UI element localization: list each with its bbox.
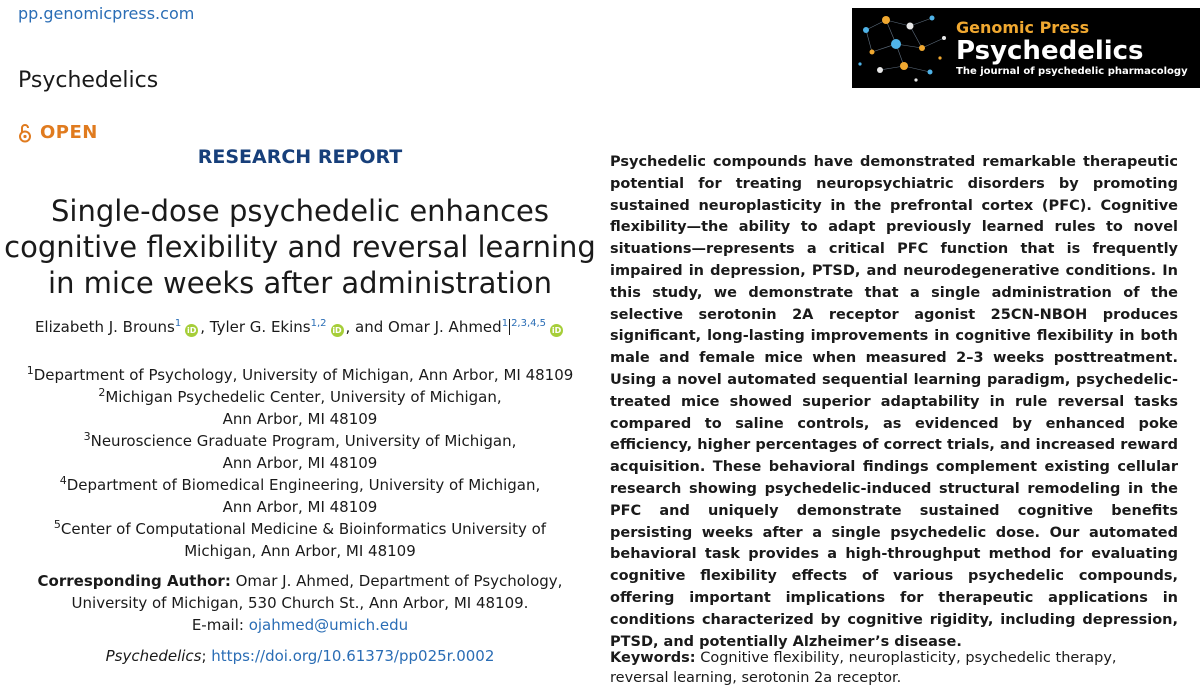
author-name[interactable]: Omar J. Ahmed [388,318,502,336]
affiliation-number: 3 [83,430,91,443]
logo-network-graphic [852,8,956,88]
email-link[interactable]: ojahmed@umich.edu [248,616,409,634]
affiliation-text: Center of Computational Medicine & Bioinformatics University of [60,520,547,538]
affiliation-item [0,518,600,540]
author-name[interactable]: Elizabeth J. Brouns [34,318,175,336]
affiliation-text: Department of Psychology, University of Michigan, Ann Arbor, MI 48109 [33,366,574,384]
author-separator: , and [345,318,389,336]
affiliation-item [0,386,600,408]
logo-tagline: The journal of psychedelic pharmacology [956,66,1188,77]
author-affiliation-ref[interactable]: 2,3,4,5 [511,318,547,329]
correspondence-text: Omar J. Ahmed, Department of Psychology, [230,572,563,590]
affiliation-number: 4 [59,474,67,487]
affiliation-item [0,430,600,452]
correspondence-email-line [0,614,600,636]
affiliations [0,364,600,562]
author-affiliation-ref[interactable]: 1,2 [310,318,327,329]
keywords-text: Cognitive flexibility, neuroplasticity, psychedelic therapy, reversal learning, serotonin 2a receptor. [610,650,1117,686]
article-title: Single-dose psychedelic enhances cognitive flexibility and reversal learning in mice weeks after administration [4,194,596,300]
correspondence-block [0,570,600,636]
orcid-icon[interactable]: iD [187,326,197,335]
correspondence-label: Corresponding Author: [37,572,231,590]
affiliation-number: 5 [53,518,61,531]
affiliation-number: 1 [26,364,34,377]
affiliation-number: 2 [98,386,106,399]
affiliation-text-continued: Michigan, Ann Arbor, MI 48109 [184,542,416,560]
correspondence-line [0,570,600,592]
keywords [610,648,1178,688]
orcid-icon[interactable]: iD [551,326,562,335]
citation-journal: Psychedelics [105,647,202,665]
journal-name: Psychedelics [18,68,159,93]
text-cursor [509,319,510,335]
open-access-badge [18,122,98,143]
email-label: E-mail: [191,616,249,634]
affiliation-text-continued: Ann Arbor, MI 48109 [222,410,378,428]
affiliation-text: Michigan Psychedelic Center, University of Michigan, [105,388,502,406]
citation-separator: ; [201,647,212,665]
affiliation-text-continued: Ann Arbor, MI 48109 [222,454,378,472]
doi-link[interactable]: https://doi.org/10.61373/pp025r.0002 [211,647,495,665]
orcid-icon[interactable]: iD [332,326,342,335]
citation-line [0,647,600,665]
logo-journal-name: Psychedelics [956,36,1144,66]
author-list [0,318,600,337]
author-name[interactable]: Tyler G. Ekins [209,318,311,336]
affiliation-item [0,364,600,386]
affiliation-text: Department of Biomedical Engineering, University of Michigan, [66,476,541,494]
keywords-label: Keywords: [610,650,696,666]
affiliation-item [0,474,600,496]
author-separator: , [200,318,210,336]
site-url-link[interactable]: pp.genomicpress.com [18,4,195,23]
correspondence-address: University of Michigan, 530 Church St., Ann Arbor, MI 48109. [71,594,529,612]
open-access-lock-icon [18,123,32,143]
open-access-label: OPEN [40,122,98,143]
abstract-text: Psychedelic compounds have demonstrated remarkable therapeutic potential for treating neuropsychiatric disorders by promoting sustained neuroplasticity in the prefrontal cortex (PFC). Cognitive flexibility—the ability to adapt previously learned rules to novel situations—represents a critical PFC function that is frequently impaired in depression, PTSD, and neurodegenerative conditions. In this study, we demonstrate that a single administration of the selective serotonin 2A receptor agonist 25CN-NBOH produces significant, long-lasting improvements in cognitive flexibility in both male and female mice when measured 2–3 weeks posttreatment. Using a novel automated sequential learning paradigm, psychedelic-treated mice showed superior adaptability in rule reversal tasks compared to saline controls, as evidenced by enhanced poke efficiency, higher percentages of correct trials, and increased reward acquisition. These behavioral findings complement existing cellular research showing psychedelic-induced structural remodeling in the PFC and uniquely demonstrate sustained cognitive benefits persisting weeks after a single psychedelic dose. Our automated behavioral task provides a high-throughput method for evaluating cognitive flexibility effects of various psychedelic compounds, offering important implications for therapeutic applications in conditions characterized by cognitive rigidity, including depression, PTSD, and potentially Alzheimer’s disease. [610,154,1178,650]
journal-logo[interactable] [852,8,1200,88]
affiliation-text: Neuroscience Graduate Program, University of Michigan, [90,432,517,450]
article-type: RESEARCH REPORT [197,146,403,168]
logo-publisher: Genomic Press [956,18,1090,37]
author-affiliation-ref[interactable]: 1 [174,318,182,329]
author-affiliation-ref[interactable]: 1 [501,318,509,329]
affiliation-text-continued: Ann Arbor, MI 48109 [222,498,378,516]
